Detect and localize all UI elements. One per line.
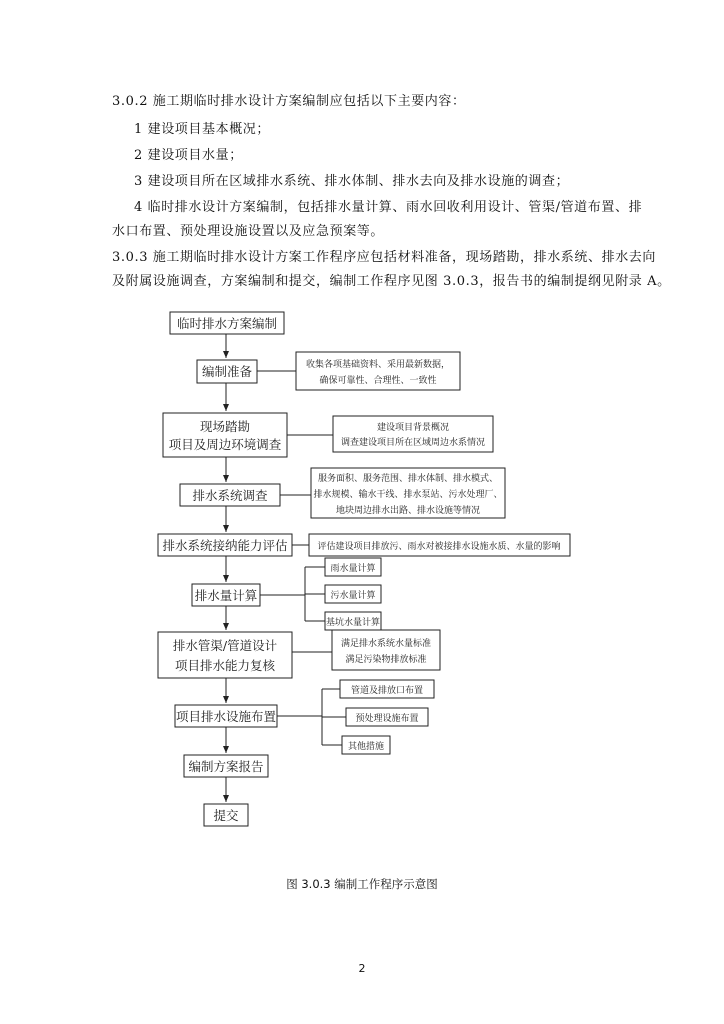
- step-label-flow-calc: 排水量计算: [194, 588, 258, 603]
- section-3-0-3-line-2: 及附属设施调查，方案编制和提交，编制工作程序见图 3.0.3，报告书的编制提纲见附录 A。: [112, 274, 671, 289]
- step-label-drain-system-survey: 排水系统调查: [192, 488, 268, 503]
- list-item-4-line-1: 4 临时排水设计方案编制，包括排水量计算、雨水回收利用设计、管渠/管道布置、排: [134, 200, 643, 215]
- note-pretreat: 预处理设施布置: [355, 714, 419, 724]
- step-label-capacity-check: 项目排水能力复核: [174, 658, 276, 673]
- step-label-prepare: 编制准备: [201, 364, 253, 379]
- note-prepare-line-1: 收集各项基础资料、采用最新数据，: [305, 360, 451, 370]
- list-item-1: 1 建设项目基本概况；: [134, 122, 271, 137]
- step-label-capacity-assess: 排水系统接纳能力评估: [162, 538, 288, 553]
- note-check-line-1: 满足排水系统水量标准: [340, 639, 432, 649]
- step-label-facility-layout: 项目排水设施布置: [175, 709, 277, 724]
- note-outlet: 管道及排放口布置: [350, 686, 424, 696]
- page-number: 2: [358, 962, 366, 975]
- note-pit: 基坑水量计算: [325, 618, 381, 628]
- section-3-0-2-heading: 3.0.2 施工期临时排水设计方案编制应包括以下主要内容：: [112, 94, 466, 109]
- note-drain-line-1: 服务面积、服务范围、排水体制、排水模式、: [317, 474, 499, 484]
- step-label-plan-compile: 临时排水方案编制: [176, 316, 278, 331]
- step-label-submit: 提交: [213, 808, 239, 823]
- step-label-report: 编制方案报告: [188, 759, 264, 774]
- figure-caption: 图 3.0.3 编制工作程序示意图: [286, 877, 438, 891]
- note-drain-line-3: 地块周边排水出路、排水设施等情况: [335, 506, 481, 516]
- list-item-3: 3 建设项目所在区域排水系统、排水体制、排水去向及排水设施的调查；: [134, 174, 570, 189]
- list-item-4-line-2: 水口布置、预处理设施设置以及应急预案等。: [112, 224, 385, 239]
- note-sewage: 污水量计算: [330, 591, 376, 601]
- note-survey-line-1: 建设项目背景概况: [376, 423, 450, 433]
- section-3-0-3-line-1: 3.0.3 施工期临时排水设计方案工作程序应包括材料准备，现场踏勘，排水系统、排水去向: [112, 250, 657, 265]
- note-drain-line-2: 排水规模、输水干线、排水泵站、污水处理厂、: [313, 490, 503, 500]
- step-label-env-survey: 项目及周边环境调查: [168, 437, 282, 452]
- note-rain: 雨水量计算: [330, 564, 376, 574]
- step-label-pipe-design: 排水管渠/管道设计: [172, 638, 278, 653]
- note-other: 其他措施: [347, 742, 385, 752]
- note-prepare-line-2: 确保可靠性、合理性、一致性: [319, 376, 437, 386]
- note-survey-line-2: 调查建设项目所在区域周边水系情况: [340, 438, 486, 448]
- note-assess: 评估建设项目排放污、雨水对被接排水设施水质、水量的影响: [317, 542, 561, 552]
- step-label-site-survey: 现场踏勘: [199, 419, 251, 434]
- list-item-2: 2 建设项目水量；: [134, 148, 243, 163]
- note-check-line-2: 满足污染物排放标准: [345, 655, 427, 665]
